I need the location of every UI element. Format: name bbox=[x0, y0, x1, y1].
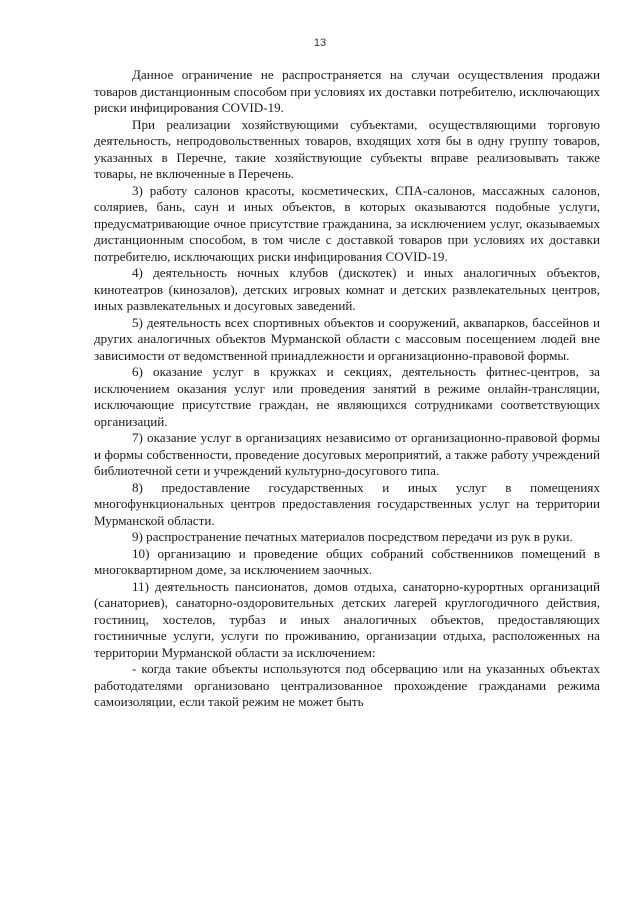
paragraph-item-5-sports-facilities: 5) деятельность всех спортивных объектов и сооружений, аквапарков, бассейнов и других аналогичных объектов Мурманской области с массовым посещением людей вне зависимости от ведомственной принадлежности и организационно-правовой формы. bbox=[94, 314, 600, 363]
paragraph-item-7-organizations: 7) оказание услуг в организациях независимо от организационно-правовой формы и формы собственности, проведение досуговых мероприятий, а также работу учреждений библиотечной сети и учреждений культурно-досугового типа. bbox=[94, 430, 600, 478]
paragraph-nonfood-goods: При реализации хозяйствующими субъектами, осуществляющими торговую деятельность, непродовольственных товаров, входящих хотя бы в одну группу товаров, указанных в Перечне, такие хозяйствующие субъекты вправе реализовывать также товары, не включенные в Перечень. bbox=[94, 116, 600, 181]
paragraph-item-8-mfc: 8) предоставление государственных и иных услуг в помещениях многофункциональных центров предоставления государственных услуг на территории Мурманской области. bbox=[94, 479, 600, 528]
paragraph-item-3-beauty-salons: 3) работу салонов красоты, косметических, СПА-салонов, массажных салонов, соляриев, бань, саун и иных объектов, в которых оказываются подобные услуги, предусматривающие очное присутствие гражданина, за исключением услуг, оказываемых дистанционным способом, в том числе с доставкой товаров при условиях их доставки потребителю, исключающих риски инфицирования COVID-19. bbox=[94, 182, 600, 264]
paragraph-item-4-night-clubs: 4) деятельность ночных клубов (дискотек) и иных аналогичных объектов, кинотеатров (кинозалов), детских игровых комнат и детских развлекательных центров, иных развлекательных и досуговых заведений. bbox=[94, 265, 600, 313]
paragraph-item-6-clubs-sections: 6) оказание услуг в кружках и секциях, деятельность фитнес-центров, за исключением оказания услуг или проведения занятий в режиме онлайн-трансляции, исключающие присутствие граждан, не являющихся сотрудниками соответствующих организаций. bbox=[94, 364, 600, 429]
paragraph-item-10-meetings: 10) организацию и проведение общих собраний собственников помещений в многоквартирном доме, за исключением заочных. bbox=[94, 545, 600, 577]
document-body bbox=[94, 67, 600, 711]
page-number: 13 bbox=[313, 37, 327, 49]
paragraph-item-11-boarding-houses: 11) деятельность пансионатов, домов отдыха, санаторно-курортных организаций (санаториев), санаторно-оздоровительных детских лагерей круглогодичного действия, гостиниц, хостелов, турбаз и иных аналогичных объектов, предоставляющих гостиничные услуги, услуги по проживанию, организации отдыха, расположенных на территории Мурманской области за исключением: bbox=[94, 578, 600, 660]
paragraph-item-9-printed-materials: 9) распространение печатных материалов посредством передачи из рук в руки. bbox=[132, 529, 573, 544]
paragraph-observation-exception: - когда такие объекты используются под обсервацию или на указанных объектах работодателями организовано централизованное прохождение гражданами режима самоизоляции, если такой режим не может быть bbox=[94, 661, 600, 709]
page-bottom-margin bbox=[0, 865, 640, 905]
paragraph-sales-exception: Данное ограничение не распространяется на случаи осуществления продажи товаров дистанционным способом при условиях их доставки потребителю, исключающих риски инфицирования COVID-19. bbox=[94, 67, 600, 115]
